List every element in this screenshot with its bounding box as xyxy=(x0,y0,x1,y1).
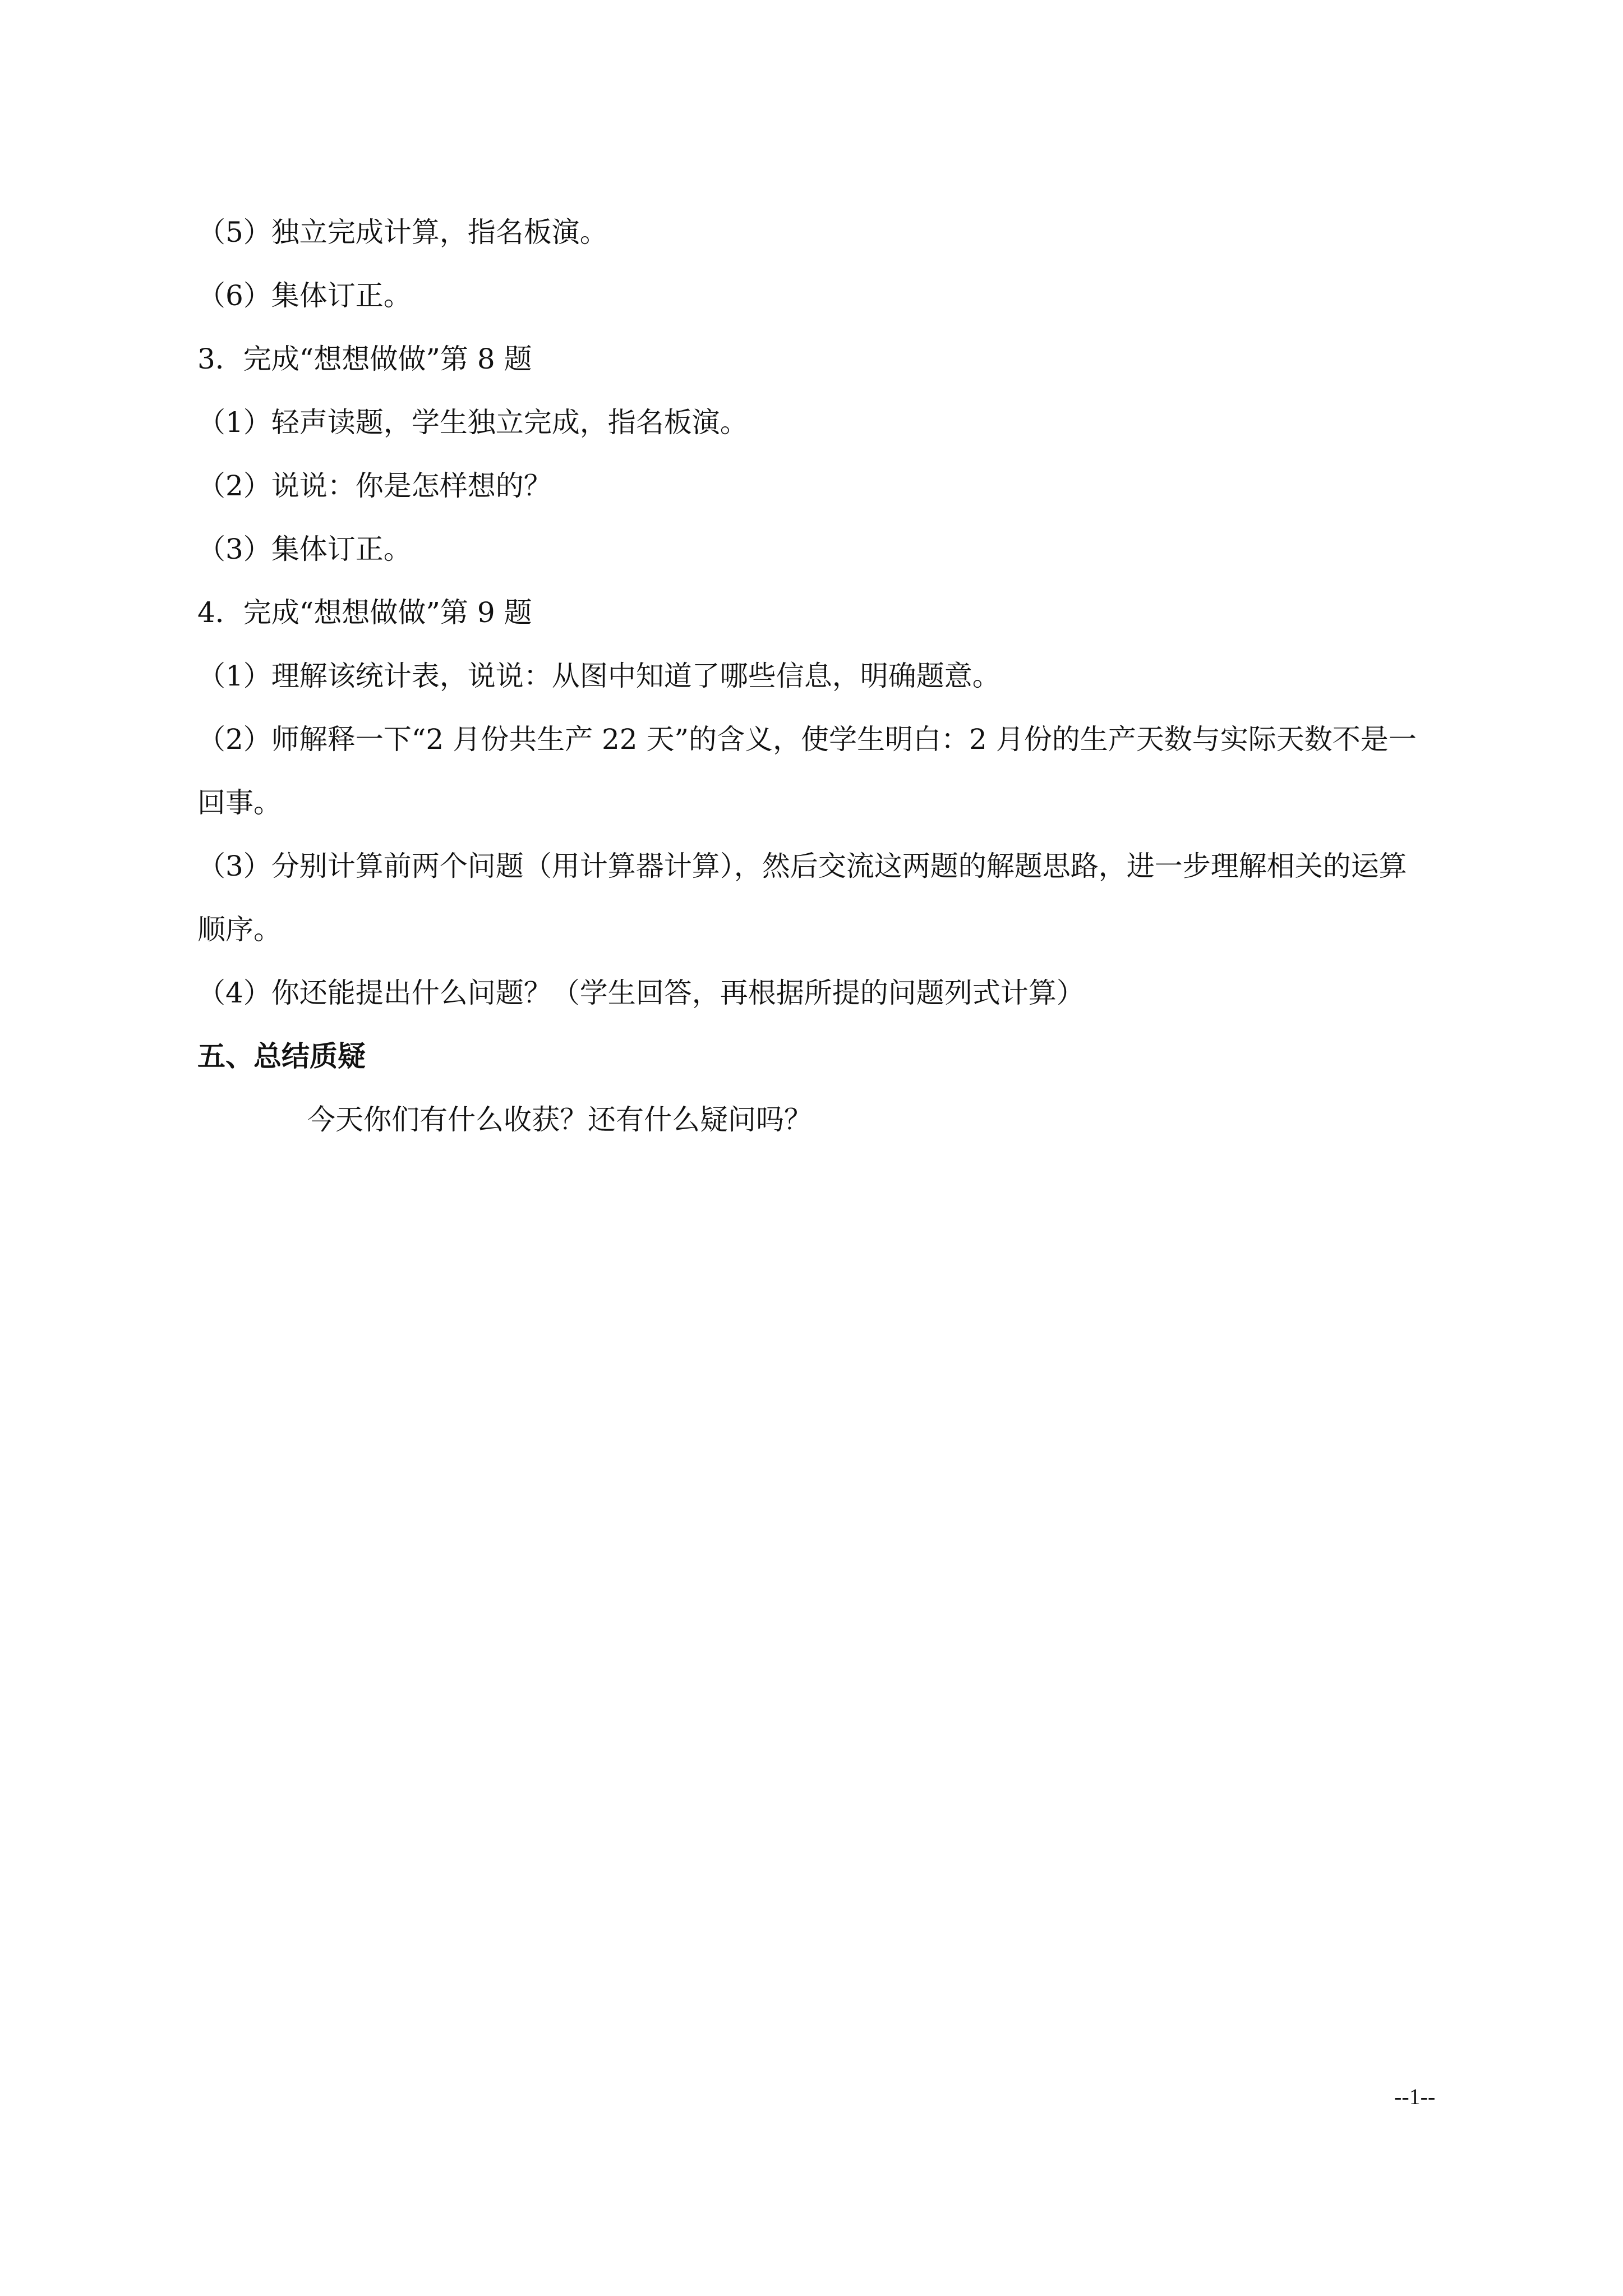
closing-question: 今天你们有什么收获？还有什么疑问吗？ xyxy=(307,1103,812,1136)
paragraph-6-group-correction: （6）集体订正。 xyxy=(197,279,412,312)
item-4-step-3-continued: 顺序。 xyxy=(197,913,282,946)
item-4-heading: 4．完成“想想做做”第 9 题 xyxy=(197,596,532,629)
item-4-step-3: （3）分别计算前两个问题（用计算器计算），然后交流这两题的解题思路，进一步理解相关的运算 xyxy=(197,850,1407,882)
item-4-step-1: （1）理解该统计表，说说：从图中知道了哪些信息，明确题意。 xyxy=(197,660,1000,692)
item-3-step-2: （2）说说：你是怎样想的？ xyxy=(197,470,552,502)
section-heading: 五、总结质疑 xyxy=(197,1040,366,1073)
page-number: --1-- xyxy=(1394,2084,1436,2109)
item-4-step-2-continued: 回事。 xyxy=(197,786,282,819)
item-3-step-3: （3）集体订正。 xyxy=(197,533,412,565)
item-3-step-1: （1）轻声读题，学生独立完成，指名板演。 xyxy=(197,406,748,439)
item-4-step-4: （4）你还能提出什么问题？（学生回答，再根据所提的问题列式计算） xyxy=(197,977,1085,1009)
item-4-step-2: （2）师解释一下“2 月份共生产 22 天”的含义，使学生明白：2 月份的生产天数与实际天数不是一 xyxy=(197,723,1417,756)
item-3-heading: 3．完成“想想做做”第 8 题 xyxy=(197,343,532,375)
paragraph-5-independent-calc: （5）独立完成计算，指名板演。 xyxy=(197,216,608,249)
